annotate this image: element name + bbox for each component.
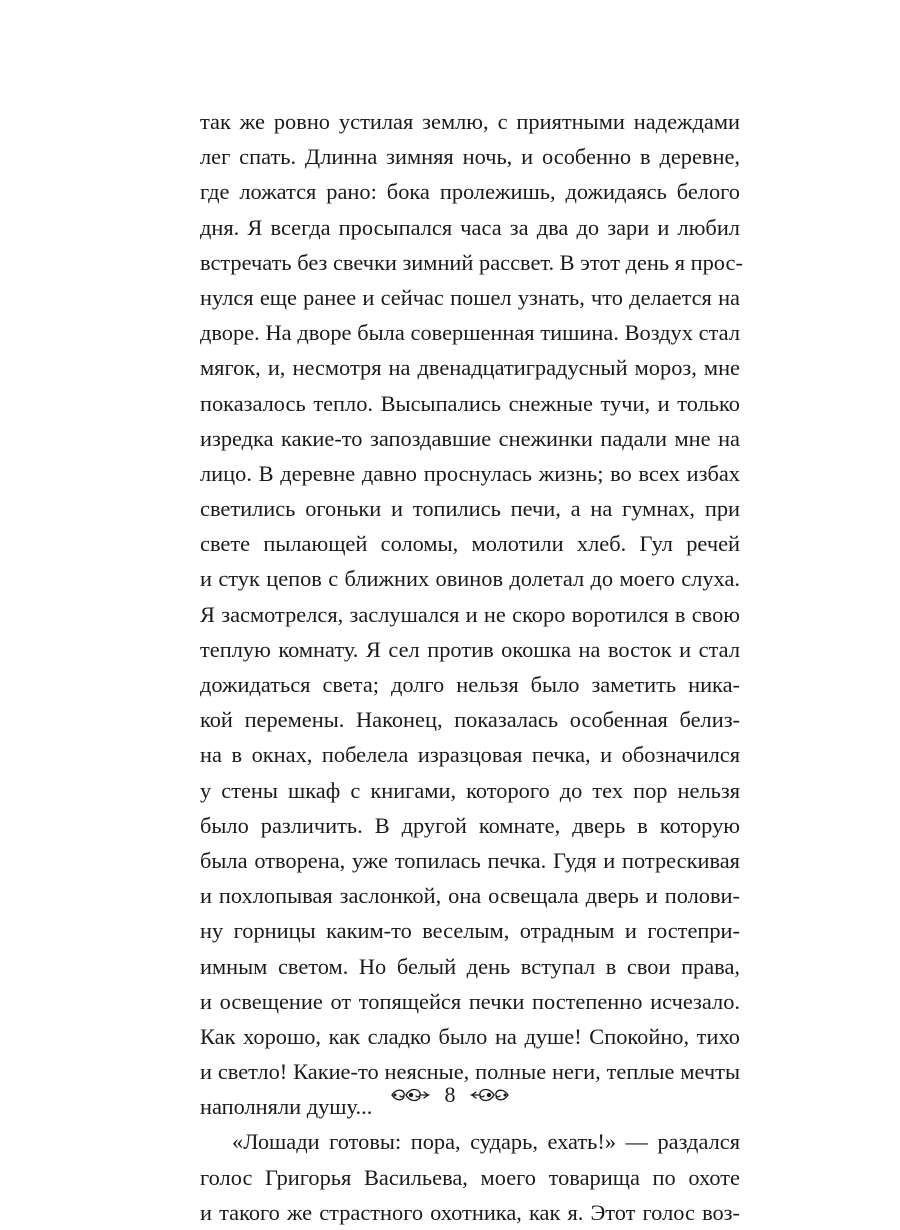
page-footer bbox=[0, 1082, 900, 1108]
text-line: нулся еще ранее и сейчас пошел узнать, что делается на bbox=[200, 284, 740, 310]
text-line: и светло! Какие-то неясные, полные неги, теплые мечты bbox=[200, 1059, 740, 1085]
floral-ornament-icon bbox=[468, 1083, 512, 1107]
text-line: «Лошади готовы: пора, сударь, ехать!» — раздался bbox=[232, 1129, 740, 1155]
body-text bbox=[200, 104, 743, 1230]
text-line: светились огоньки и топились печи, а на гумнах, при bbox=[200, 496, 740, 522]
text-line: имным светом. Но белый день вступал в свои права, bbox=[200, 953, 740, 979]
text-line: дожидаться света; долго нельзя было заметить ника- bbox=[200, 672, 740, 697]
text-line: и стук цепов с ближних овинов долетал до моего слуха. bbox=[200, 566, 740, 592]
text-line: и освещение от топящейся печки постепенно исчезало. bbox=[200, 988, 740, 1014]
text-line: Я засмотрелся, заслушался и не скоро воротился в свою bbox=[200, 601, 740, 627]
page-number: 8 bbox=[444, 1082, 456, 1107]
text-line: дня. Я всегда просыпался часа за два до зари и любил bbox=[200, 214, 740, 240]
text-line: встречать без свечки зимний рассвет. В этот день я прос- bbox=[200, 249, 743, 275]
paragraph-2 bbox=[200, 1124, 740, 1230]
paragraph-1 bbox=[200, 104, 743, 1124]
text-line: где ложатся рано: бока пролежишь, дожидаясь белого bbox=[200, 179, 740, 205]
text-line: кой перемены. Наконец, показалась особенная белиз- bbox=[200, 707, 740, 733]
text-line: дворе. На дворе была совершенная тишина. Воздух стал bbox=[200, 320, 740, 346]
text-line: наполняли душу... bbox=[200, 1094, 373, 1120]
text-line: изредка какие-то запоздавшие снежинки падали мне на bbox=[200, 425, 740, 451]
text-line: Как хорошо, как сладко было на душе! Спокойно, тихо bbox=[200, 1023, 740, 1049]
text-line: была отворена, уже топилась печка. Гудя и потрескивая bbox=[200, 847, 740, 873]
text-line: было различить. В другой комнате, дверь в которую bbox=[200, 812, 740, 838]
text-line: голос Григорья Васильева, моего товарища по охоте bbox=[200, 1164, 740, 1190]
text-line: и похлопывая заслонкой, она освещала дверь и полови- bbox=[200, 883, 740, 909]
text-line: ну горницы каким-то веселым, отрадным и гостепри- bbox=[200, 918, 740, 944]
text-line: так же ровно устилая землю, с приятными надеждами bbox=[200, 109, 740, 134]
text-line: мягок, и, несмотря на двенадцатиградусный мороз, мне bbox=[200, 355, 740, 381]
text-line: показалось тепло. Высыпались снежные тучи, и только bbox=[200, 390, 740, 416]
text-line: свете пылающей соломы, молотили хлеб. Гул речей bbox=[200, 531, 740, 557]
text-line: и такого же страстного охотника, как я. Этот голос воз- bbox=[200, 1199, 740, 1225]
text-line: на в окнах, побелела изразцовая печка, и обозначился bbox=[200, 742, 740, 768]
text-line: у стены шкаф с книгами, которого до тех пор нельзя bbox=[200, 777, 740, 803]
text-line: теплую комнату. Я сел против окошка на восток и стал bbox=[200, 636, 740, 662]
text-line: лицо. В деревне давно проснулась жизнь; во всех избах bbox=[200, 460, 740, 486]
text-line: лег спать. Длинна зимняя ночь, и особенно в деревне, bbox=[200, 144, 740, 170]
floral-ornament-icon bbox=[388, 1083, 432, 1107]
